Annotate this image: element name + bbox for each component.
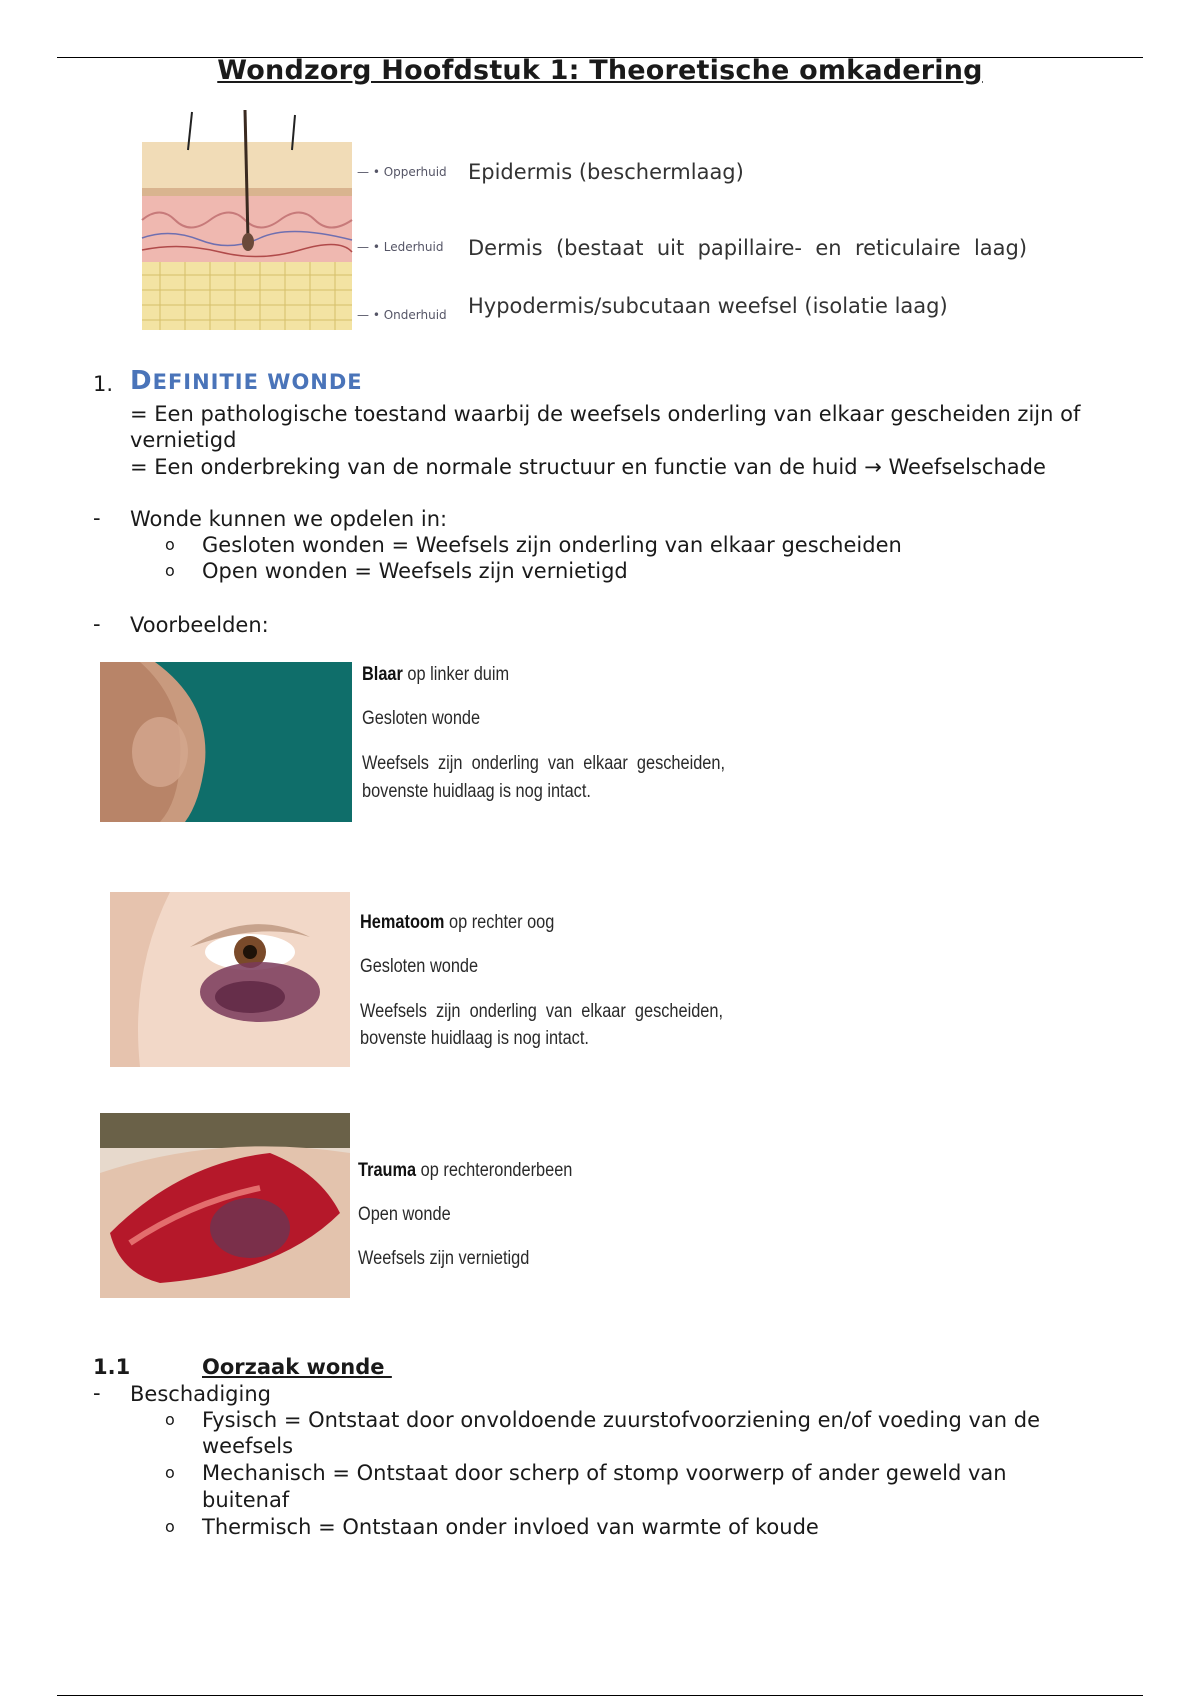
sub-bullet-circle: o — [165, 1517, 175, 1536]
example-2-rest: op rechter oog — [444, 912, 555, 933]
cause-mechanisch-line-1: Mechanisch = Ontstaat door scherp of stomp voorwerp of ander geweld van — [202, 1461, 1007, 1485]
definition-line-1: = Een pathologische toestand waarbij de weefsels onderling van elkaar gescheiden zijn of — [130, 402, 1081, 426]
bottom-rule — [57, 1695, 1143, 1696]
example-3-type: Open wonde — [358, 1204, 451, 1225]
blister-photo — [100, 662, 352, 822]
section-title — [130, 366, 363, 396]
example-2-title — [360, 912, 554, 934]
example-1-type: Gesloten wonde — [362, 708, 481, 729]
skin-text-epidermis: Epidermis (beschermlaag) — [468, 160, 744, 184]
skin-text-hypodermis: Hypodermis/subcutaan weefsel (isolatie laag) — [468, 294, 948, 318]
skin-label-onderhuid: — • Onderhuid — [357, 308, 447, 322]
subsection-title: Oorzaak wonde — [202, 1355, 392, 1379]
example-3-bold: Trauma — [358, 1160, 417, 1181]
definition-line-2: vernietigd — [130, 428, 237, 452]
sub-bullet-circle: o — [165, 535, 175, 554]
sub-bullet-circle: o — [165, 561, 175, 580]
example-2-bold: Hematoom — [360, 912, 445, 933]
example-2-desc-2: bovenste huidlaag is nog intact. — [360, 1028, 589, 1049]
bullet-dash: - — [93, 1381, 101, 1405]
bullet-wonde-opdelen: Wonde kunnen we opdelen in: — [130, 507, 448, 531]
hematoma-photo — [110, 892, 350, 1067]
skin-layers-image — [140, 110, 355, 350]
example-3-desc-1: Weefsels zijn vernietigd — [358, 1248, 530, 1269]
page-title: Wondzorg Hoofdstuk 1: Theoretische omkadering — [217, 55, 983, 86]
example-1-bold: Blaar — [362, 664, 403, 685]
example-1-desc-1: Weefsels zijn onderling van elkaar gescheiden, — [362, 753, 726, 774]
example-2-type: Gesloten wonde — [360, 956, 479, 977]
skin-label-lederhuid: — • Lederhuid — [357, 240, 443, 254]
cause-mechanisch-line-2: buitenaf — [202, 1488, 290, 1512]
example-3-rest: op rechteronderbeen — [416, 1160, 573, 1181]
definition-line-3: = Een onderbreking van de normale structuur en functie van de huid → Weefselschade — [130, 455, 1046, 479]
bullet-beschadiging: Beschadiging — [130, 1382, 271, 1406]
skin-label-opperhuid: — • Opperhuid — [357, 165, 447, 179]
section-title-rest: EFINITIE WONDE — [152, 370, 363, 394]
cause-thermisch: Thermisch = Ontstaan onder invloed van warmte of koude — [202, 1515, 819, 1539]
subsection-number: 1.1 — [93, 1355, 131, 1379]
skin-text-dermis: Dermis (bestaat uit papillaire- en reticulaire laag) — [468, 236, 1028, 260]
example-3-title — [358, 1160, 572, 1182]
example-2-desc-1: Weefsels zijn onderling van elkaar gescheiden, — [360, 1001, 724, 1022]
sub-bullet-circle: o — [165, 1410, 175, 1429]
sub-item-gesloten: Gesloten wonden = Weefsels zijn onderling van elkaar gescheiden — [202, 533, 902, 557]
cause-fysisch-line-1: Fysisch = Ontstaat door onvoldoende zuurstofvoorziening en/of voeding van de — [202, 1408, 1041, 1432]
trauma-photo — [100, 1113, 350, 1298]
example-1-title — [362, 664, 509, 686]
bullet-dash: - — [93, 506, 101, 530]
section-title-initial: D — [130, 366, 153, 396]
sub-bullet-circle: o — [165, 1463, 175, 1482]
sub-item-open: Open wonden = Weefsels zijn vernietigd — [202, 559, 628, 583]
cause-fysisch-line-2: weefsels — [202, 1434, 294, 1458]
bullet-voorbeelden: Voorbeelden: — [130, 613, 269, 637]
bullet-dash: - — [93, 612, 101, 636]
section-number: 1. — [93, 372, 114, 396]
example-1-desc-2: bovenste huidlaag is nog intact. — [362, 781, 591, 802]
example-1-rest: op linker duim — [402, 664, 510, 685]
